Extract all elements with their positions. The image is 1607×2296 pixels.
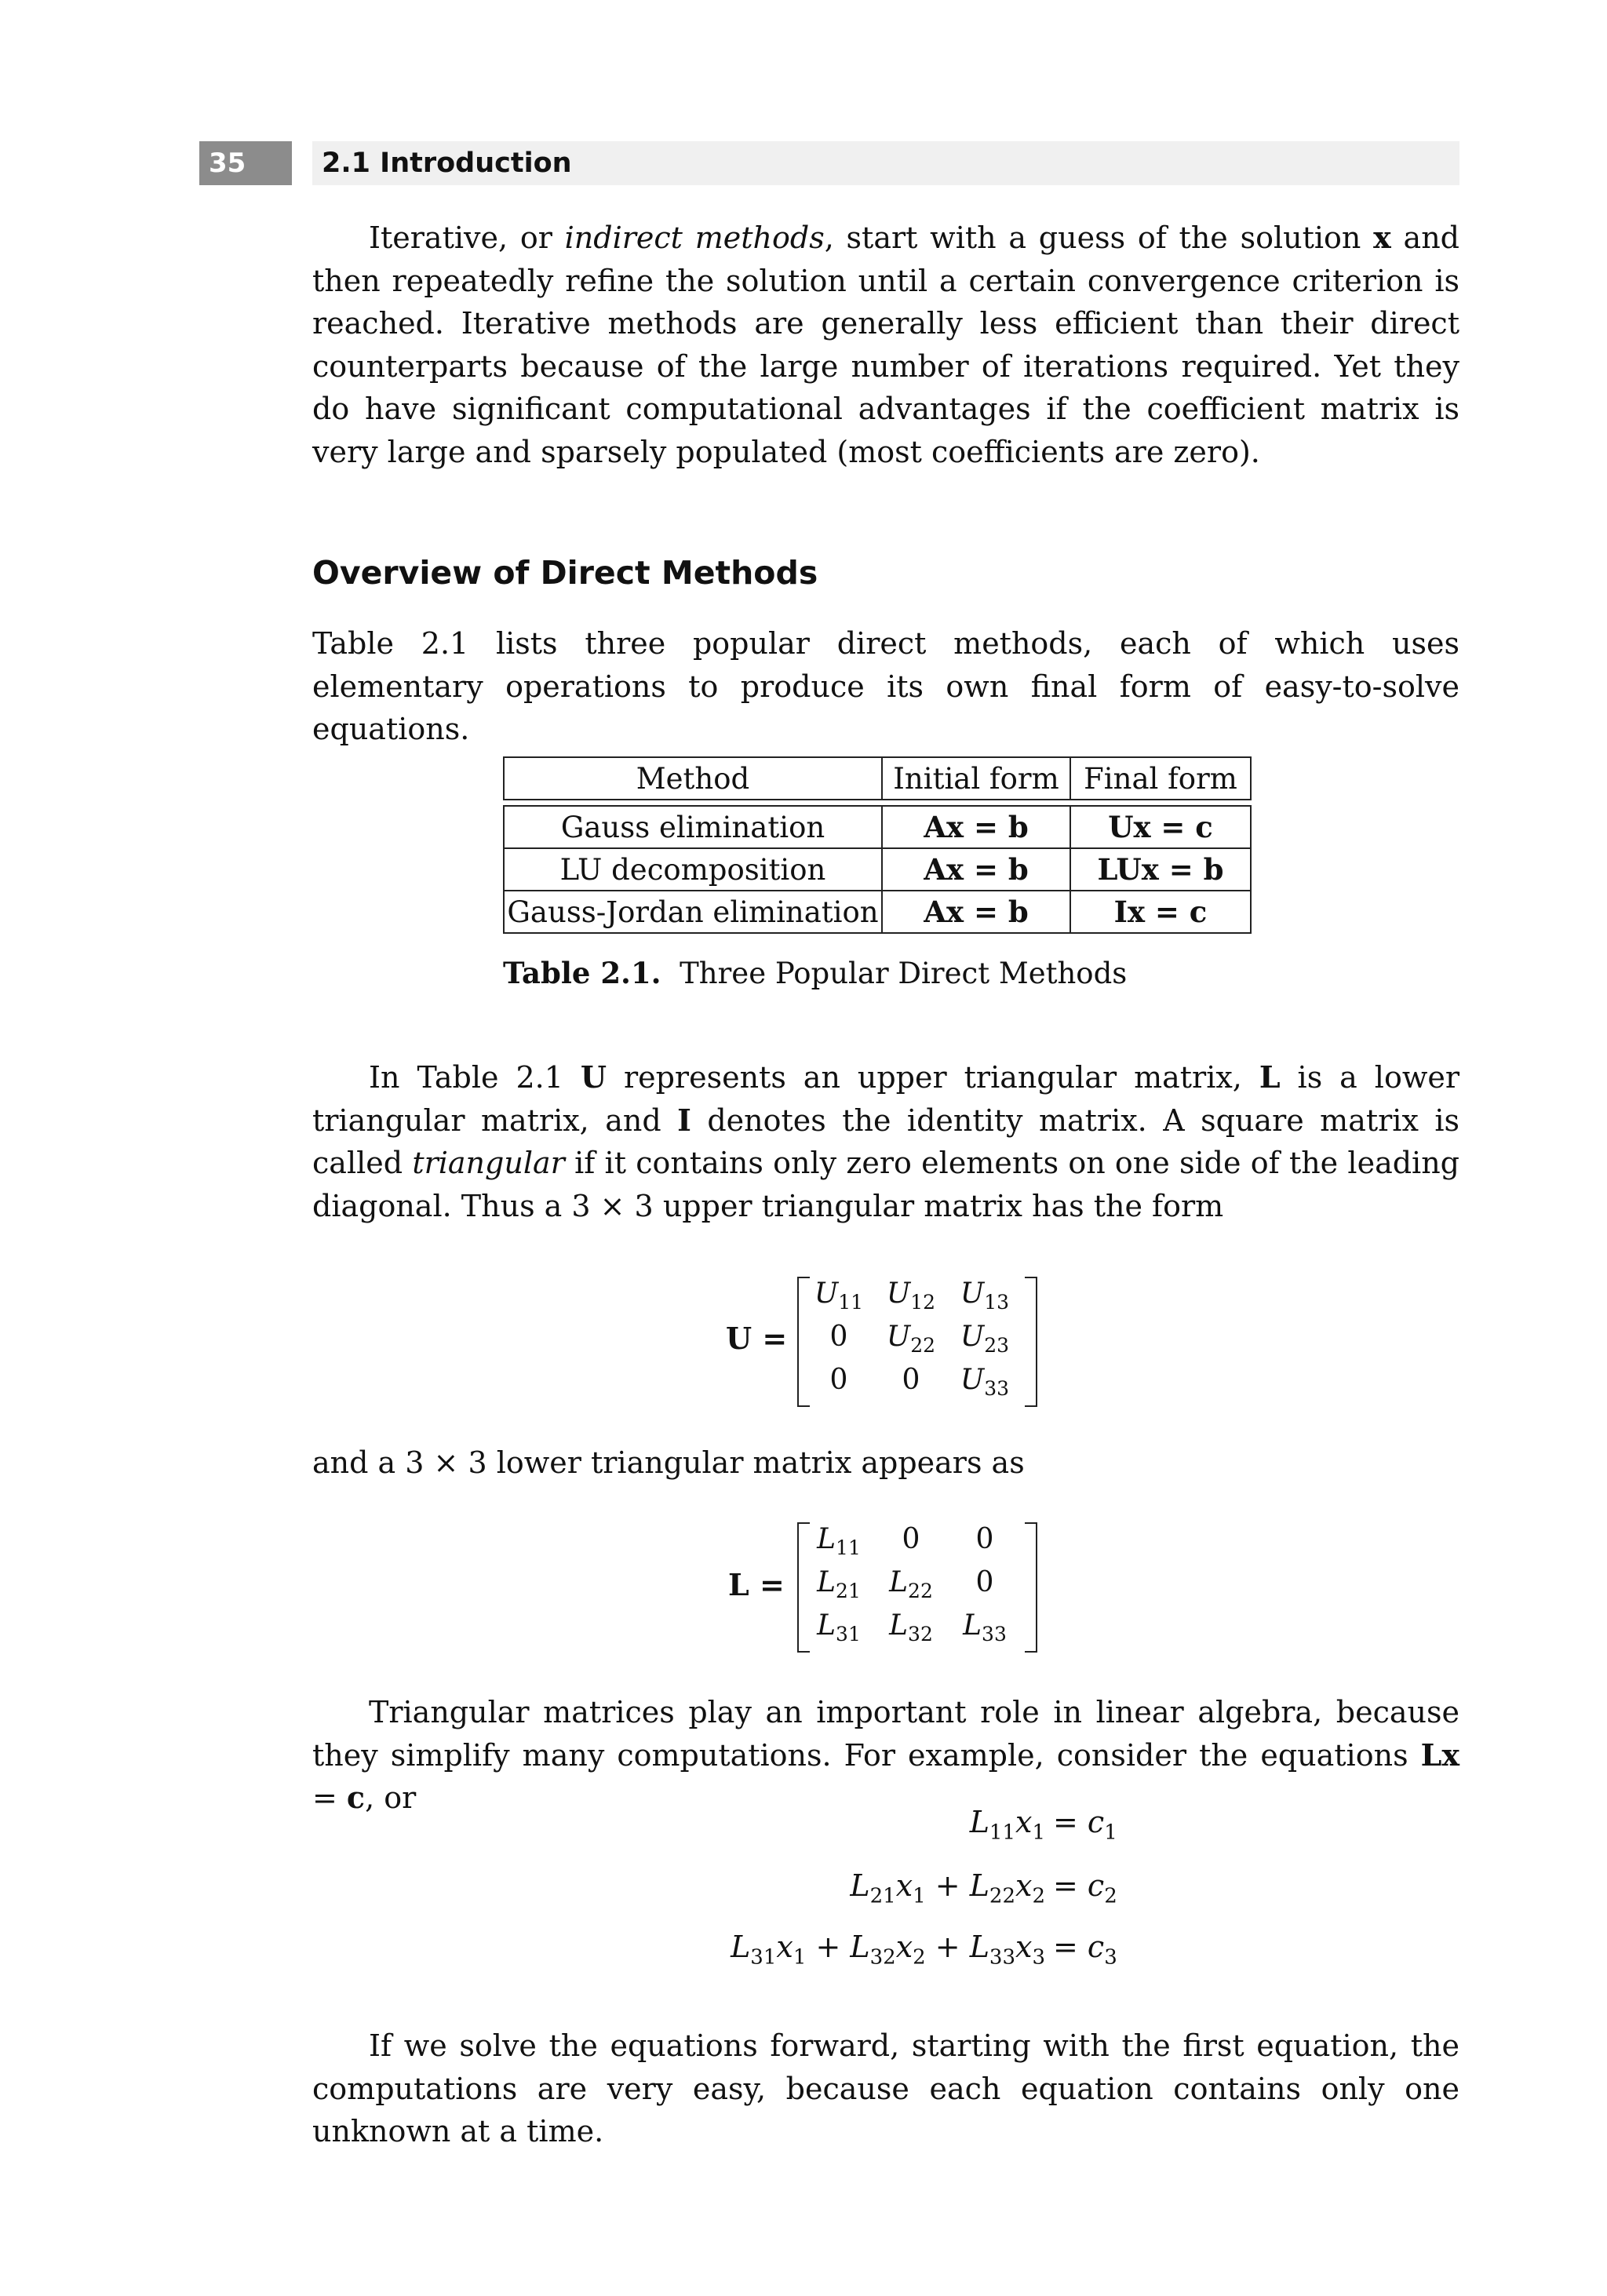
matrix-cell: $U_{12}$	[886, 1277, 936, 1314]
paragraph-table-intro: Table 2.1 lists three popular direct methods, each of which uses elementary operations to produce its own final form of easy-to-solve equations.	[312, 626, 1459, 746]
matrix-cell: $U_{22}$	[886, 1321, 936, 1358]
text-run: =	[312, 1780, 347, 1815]
header-method: Method	[504, 757, 882, 800]
table-row	[504, 891, 1251, 933]
matrix-l-label: L =	[728, 1567, 785, 1602]
equation-rhs: = $c_2$	[1053, 1868, 1117, 1908]
text-run: is a lower triangular matrix, and	[312, 1060, 1460, 1138]
initial-form-cell: Ax = b	[882, 891, 1070, 933]
matrix-cell: $U_{13}$	[960, 1277, 1010, 1314]
paragraph-forward-substitution: If we solve the equations forward, starting with the first equation, the computations are very easy, because each equation contains only one unknown at a time.	[312, 2028, 1459, 2148]
text-run: denotes the identity matrix. A square matrix is called	[312, 1102, 1460, 1180]
matrix-symbol-l: L	[1259, 1059, 1281, 1095]
text-run: if it contains only zero elements on one side of the leading diagonal. Thus a 3 × 3 upper triangular matrix has the form	[312, 1146, 1459, 1223]
expression-lx: Lx	[1420, 1737, 1459, 1773]
table-header-row	[504, 757, 1251, 800]
direct-methods-table	[503, 756, 1252, 934]
initial-form-cell: Ax = b	[882, 848, 1070, 891]
final-form-cell: LUx = b	[1070, 848, 1251, 891]
table-row	[504, 806, 1251, 848]
matrix-symbol-u: U	[580, 1059, 607, 1095]
section-title: 2.1 Introduction	[312, 141, 1459, 185]
page-number: 35	[199, 141, 292, 185]
matrix-cell: 0	[975, 1566, 994, 1598]
matrix-cell: 0	[975, 1523, 994, 1555]
initial-form-cell: Ax = b	[882, 806, 1070, 848]
section-heading: Overview of Direct Methods	[312, 554, 818, 592]
header-final-form: Final form	[1070, 757, 1251, 800]
vector-x: x	[1373, 220, 1391, 255]
matrix-cell: 0	[902, 1523, 920, 1555]
equation-rhs: = $c_1$	[1053, 1805, 1117, 1845]
matrix-cell: $L_{11}$	[817, 1523, 861, 1560]
matrix-cell: $U_{11}$	[814, 1277, 864, 1314]
text-run: Triangular matrices play an important role in linear algebra, because they simplify many computations. For example, consider the equations	[312, 1695, 1459, 1773]
matrix-cell: $L_{22}$	[889, 1566, 933, 1603]
right-bracket	[1025, 1522, 1037, 1653]
emphasis-indirect-methods: indirect methods	[564, 220, 825, 255]
equation-lhs: $L_{11}x_1$	[969, 1805, 1045, 1845]
matrix-u-label: U =	[726, 1321, 788, 1356]
method-cell: LU decomposition	[504, 848, 882, 891]
paragraph-iterative-methods	[312, 217, 1459, 473]
matrix-cell: $U_{33}$	[960, 1364, 1010, 1401]
table-caption	[503, 956, 1127, 990]
paragraph-triangular-definition	[312, 1056, 1459, 1227]
running-header	[199, 141, 1459, 185]
text-run: represents an upper triangular matrix,	[606, 1060, 1259, 1095]
matrix-cell: $L_{33}$	[963, 1609, 1007, 1646]
final-form-cell: Ix = c	[1070, 891, 1251, 933]
text-run: Iterative, or	[369, 220, 565, 255]
final-form-cell: Ux = c	[1070, 806, 1251, 848]
method-cell: Gauss elimination	[504, 806, 882, 848]
vector-c: c	[346, 1780, 366, 1815]
caption-text: Three Popular Direct Methods	[680, 957, 1128, 990]
equation-lhs: $L_{21}x_1 + L_{22}x_2$	[850, 1868, 1045, 1908]
caption-label: Table 2.1.	[503, 956, 661, 990]
text-run: In Table 2.1	[369, 1060, 581, 1095]
text-run: , start with a guess of the solution	[824, 220, 1374, 255]
text-run: and then repeatedly refine the solution until a certain convergence criterion is reached. Iterative methods are generally less efficient than their direct counterparts because of the large number of iterations required. Yet they do have significant computational advantages if the coefficient matrix is very large and sparsely populated (most coefficients are zero).	[312, 220, 1460, 469]
matrix-cell: $L_{21}$	[817, 1566, 861, 1603]
equation-rhs: = $c_3$	[1053, 1930, 1117, 1970]
matrix-cell: $L_{32}$	[889, 1609, 933, 1646]
right-bracket	[1025, 1277, 1037, 1407]
emphasis-triangular: triangular	[412, 1146, 565, 1180]
paragraph-triangular-role	[312, 1691, 1459, 1820]
table-row	[504, 848, 1251, 891]
equation-lhs: $L_{31}x_1 + L_{32}x_2 + L_{33}x_3$	[731, 1930, 1045, 1970]
text-run: , or	[365, 1780, 417, 1815]
matrix-symbol-i: I	[677, 1102, 691, 1138]
matrix-cell: 0	[829, 1364, 848, 1396]
header-initial-form: Initial form	[882, 757, 1070, 800]
method-cell: Gauss-Jordan elimination	[504, 891, 882, 933]
paragraph-lower-intro: and a 3 × 3 lower triangular matrix appears as	[312, 1445, 1025, 1480]
matrix-cell: $L_{31}$	[817, 1609, 861, 1646]
matrix-cell: $U_{23}$	[960, 1321, 1010, 1358]
matrix-cell: 0	[902, 1364, 920, 1396]
matrix-cell: 0	[829, 1321, 848, 1353]
